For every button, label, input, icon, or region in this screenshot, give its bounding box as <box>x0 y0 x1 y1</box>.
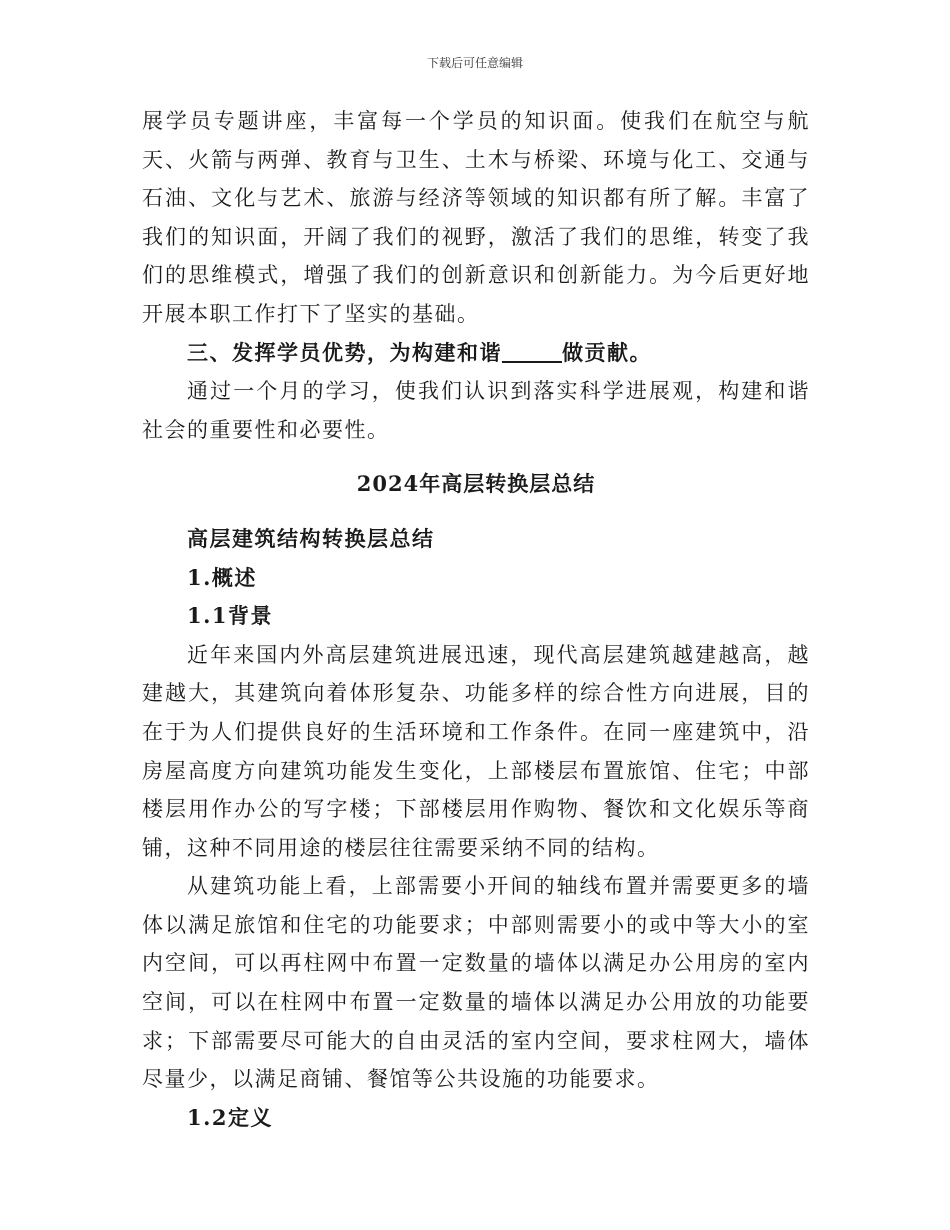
document-subtitle: 高层建筑结构转换层总结 <box>187 525 435 551</box>
document-title: 2024年高层转换层总结 <box>356 471 596 497</box>
section-heading-three-text: 三、发挥学员优势，为构建和谐 <box>187 339 502 365</box>
paragraph-lecture-continuation: 展学员专题讲座，丰富每一个学员的知识面。使我们在航空与航天、火箭与两弹、教育与卫生、土木与桥梁、环境与化工、交通与石油、文化与艺术、旅游与经济等领域的知识都有所了解。丰富了我们的知识面，开阔了我们的视野，激活了我们的思维，转变了我们的思维模式，增强了我们的创新意识和创新能力。为今后更好地开展本职工作打下了坚实的基础。 <box>142 109 810 326</box>
section-heading-three-tail: 做贡献。 <box>562 339 652 365</box>
paragraph-background: 近年来国内外高层建筑进展迅速，现代高层建筑越建越高，越建越大，其建筑向着体形复杂、功能多样的综合性方向进展，目的在于为人们提供良好的生活环境和工作条件。在同一座建筑中，沿房屋高度方向建筑功能发生变化，上部楼层布置旅馆、住宅；中部楼层用作办公的写字楼；下部楼层用作购物、餐饮和文化娱乐等商铺，这种不同用途的楼层往往需要采纳不同的结构。 <box>142 642 810 860</box>
paragraph-study-summary: 通过一个月的学习，使我们认识到落实科学进展观，构建和谐社会的重要性和必要性。 <box>142 379 810 442</box>
heading-overview: 1.概述 <box>187 564 257 590</box>
fill-in-blank <box>502 339 562 363</box>
section-heading-three <box>142 334 810 373</box>
paragraph-functional-requirements: 从建筑功能上看，上部需要小开间的轴线布置并需要更多的墙体以满足旅馆和住宅的功能要求；中部则需要小的或中等大小的室内空间，可以再柱网中布置一定数量的墙体以满足办公用房的室内空间，可以在柱网中布置一定数量的墙体以满足办公用放的功能要求；下部需要尽可能大的自由灵活的室内空间，要求柱网大，墙体尽量少，以满足商铺、餐馆等公共设施的功能要求。 <box>142 874 810 1092</box>
document-body <box>142 102 810 1137</box>
heading-background: 1.1背景 <box>187 603 274 629</box>
page-header-note: 下载后可任意编辑 <box>426 56 523 70</box>
heading-definition: 1.2定义 <box>187 1104 274 1130</box>
